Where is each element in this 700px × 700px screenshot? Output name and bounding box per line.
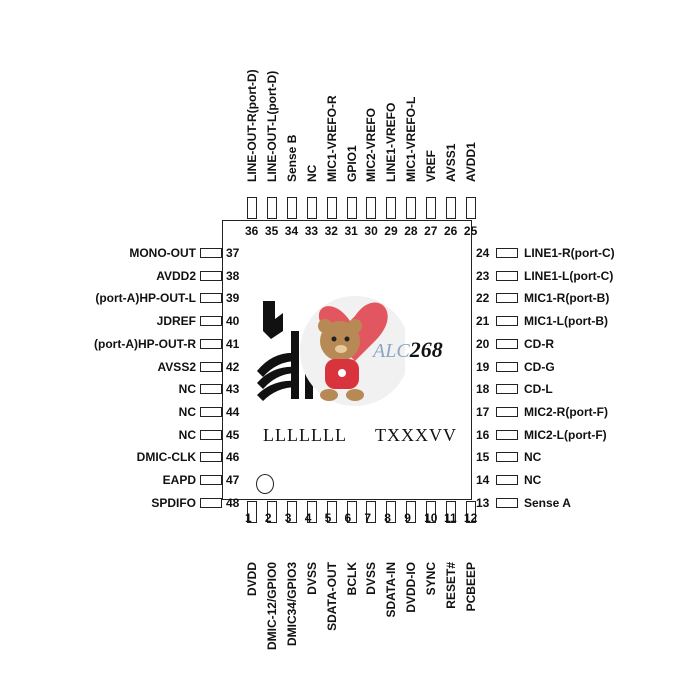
pin-label-14: NC xyxy=(524,473,542,487)
pin-label-11: RESET# xyxy=(444,562,458,609)
part-prefix: ALC xyxy=(373,340,410,362)
pin-14 xyxy=(496,475,518,485)
pin-label-25: AVDD1 xyxy=(463,142,478,182)
pin-17 xyxy=(496,407,518,417)
pin-label-23: LINE1-L(port-C) xyxy=(524,268,614,283)
pin-label-8: SDATA-IN xyxy=(384,562,399,618)
pin-number-17: 17 xyxy=(476,404,490,419)
pin-label-48: SPDIFO xyxy=(151,495,196,510)
pin-number-21: 21 xyxy=(476,314,490,329)
pin-18 xyxy=(496,384,518,394)
pin-45 xyxy=(200,430,222,440)
pin-label-6: BCLK xyxy=(344,562,359,596)
part-number xyxy=(373,337,443,363)
part-suffix: 268 xyxy=(409,337,443,362)
pin-label-32: MIC1-VREFO-R xyxy=(324,95,339,182)
pin-number-2: 2 xyxy=(264,511,272,525)
pin-number-22: 22 xyxy=(476,291,490,306)
pin-label-3: DMIC34/GPIO3 xyxy=(284,562,299,647)
pin-label-15: NC xyxy=(524,450,542,465)
pin-number-12: 12 xyxy=(463,511,478,525)
pin-number-15: 15 xyxy=(476,450,490,465)
pin-46 xyxy=(200,452,222,462)
pin-28 xyxy=(406,197,416,219)
chip-body xyxy=(222,220,472,500)
pin-label-28: MIC1-VREFO-L xyxy=(404,96,419,182)
pin-number-10: 10 xyxy=(424,511,438,525)
pin-label-12: PCBEEP xyxy=(463,562,478,612)
pin-label-43: NC xyxy=(178,382,196,397)
pin-label-20: CD-R xyxy=(524,336,554,351)
pin-label-13: Sense A xyxy=(524,495,571,510)
pin-23 xyxy=(496,271,518,281)
pin-number-30: 30 xyxy=(364,224,378,238)
pin-15 xyxy=(496,452,518,462)
pin-number-23: 23 xyxy=(476,268,490,283)
pin-34 xyxy=(287,197,297,219)
pin-number-40: 40 xyxy=(226,314,240,329)
pin-38 xyxy=(200,271,222,281)
pin-number-34: 34 xyxy=(284,224,299,238)
pin-label-37: MONO-OUT xyxy=(129,246,196,260)
pin-label-17: MIC2-R(port-F) xyxy=(524,404,608,419)
pin1-indicator xyxy=(256,474,274,494)
pin-number-41: 41 xyxy=(226,336,240,351)
pin-number-37: 37 xyxy=(226,246,240,260)
pin-number-39: 39 xyxy=(226,291,240,306)
pin-26 xyxy=(446,197,456,219)
pin-number-42: 42 xyxy=(226,359,240,374)
pin-label-7: DVSS xyxy=(364,562,379,595)
pin-19 xyxy=(496,362,518,372)
pin-number-14: 14 xyxy=(476,473,490,487)
pin-number-6: 6 xyxy=(344,511,352,525)
pin-number-38: 38 xyxy=(226,268,240,283)
pin-number-45: 45 xyxy=(226,427,240,442)
pin-label-2: DMIC-12/GPIO0 xyxy=(264,562,279,651)
pin-label-22: MIC1-R(port-B) xyxy=(524,291,610,306)
pin-label-30: MIC2-VREFO xyxy=(364,107,379,182)
pin-number-5: 5 xyxy=(324,511,332,525)
pin-label-40: JDREF xyxy=(156,314,196,329)
pin-label-35: LINE-OUT-L(port-D) xyxy=(264,70,279,182)
pin-number-28: 28 xyxy=(404,224,418,238)
pin-number-20: 20 xyxy=(476,336,490,351)
pin-39 xyxy=(200,293,222,303)
pin-label-19: CD-G xyxy=(524,359,555,374)
pin-20 xyxy=(496,339,518,349)
pin-44 xyxy=(200,407,222,417)
pin-label-10: SYNC xyxy=(424,562,439,596)
pin-number-44: 44 xyxy=(226,404,240,419)
pin-number-35: 35 xyxy=(264,224,279,238)
pin-number-46: 46 xyxy=(226,450,240,465)
pin-label-39: (port-A)HP-OUT-L xyxy=(95,291,196,306)
pin-30 xyxy=(366,197,376,219)
pin-29 xyxy=(386,197,396,219)
pin-label-45: NC xyxy=(178,427,196,442)
pin-32 xyxy=(327,197,337,219)
pin-48 xyxy=(200,498,222,508)
pin-35 xyxy=(267,197,277,219)
pin-number-19: 19 xyxy=(476,359,490,374)
pin-16 xyxy=(496,430,518,440)
pin-label-34: Sense B xyxy=(284,134,299,182)
pin-label-36: LINE-OUT-R(port-D) xyxy=(245,69,259,182)
pin-number-16: 16 xyxy=(476,427,490,442)
pin-label-21: MIC1-L(port-B) xyxy=(524,314,608,329)
pin-number-36: 36 xyxy=(245,224,259,238)
pin-number-3: 3 xyxy=(284,511,292,525)
pin-label-38: AVDD2 xyxy=(156,268,196,283)
pin-24 xyxy=(496,248,518,258)
pin-label-24: LINE1-R(port-C) xyxy=(524,246,615,260)
pin-36 xyxy=(247,197,257,219)
pin-number-31: 31 xyxy=(344,224,358,238)
pin-number-18: 18 xyxy=(476,382,490,397)
pin-25 xyxy=(466,197,476,219)
pin-number-13: 13 xyxy=(476,495,490,510)
pin-number-47: 47 xyxy=(226,473,240,487)
pin-label-41: (port-A)HP-OUT-R xyxy=(94,336,196,351)
pin-number-9: 9 xyxy=(404,511,411,525)
pin-label-44: NC xyxy=(178,404,196,419)
pin-number-29: 29 xyxy=(384,224,398,238)
marking-left: LLLLLLL xyxy=(263,425,347,445)
pin-number-27: 27 xyxy=(424,224,438,238)
pin-number-11: 11 xyxy=(444,511,457,525)
pin-number-4: 4 xyxy=(304,511,312,525)
pin-37 xyxy=(200,248,222,258)
pin-label-42: AVSS2 xyxy=(157,359,196,374)
pin-number-43: 43 xyxy=(226,382,240,397)
pin-47 xyxy=(200,475,222,485)
pin-number-33: 33 xyxy=(304,224,319,238)
pin-33 xyxy=(307,197,317,219)
pin-number-26: 26 xyxy=(444,224,458,238)
pin-number-8: 8 xyxy=(384,511,391,525)
pin-label-1: DVDD xyxy=(245,562,259,597)
pin-label-5: SDATA-OUT xyxy=(324,562,339,631)
pin-43 xyxy=(200,384,222,394)
pin-41 xyxy=(200,339,222,349)
pin-label-47: EAPD xyxy=(162,473,196,487)
pin-label-31: GPIO1 xyxy=(344,145,359,182)
pin-label-27: VREF xyxy=(424,149,439,182)
pin-number-32: 32 xyxy=(324,224,338,238)
pin-label-29: LINE1-VREFO xyxy=(384,102,399,182)
pin-label-16: MIC2-L(port-F) xyxy=(524,427,607,442)
pin-31 xyxy=(347,197,357,219)
pin-label-4: DVSS xyxy=(304,562,319,595)
marking-right: TXXXVV xyxy=(375,425,457,445)
pin-label-46: DMIC-CLK xyxy=(136,450,196,465)
pin-label-18: CD-L xyxy=(524,382,553,397)
pin-22 xyxy=(496,293,518,303)
pin-27 xyxy=(426,197,436,219)
pin-label-9: DVDD-IO xyxy=(404,562,419,613)
pin-label-26: AVSS1 xyxy=(444,143,458,182)
pin-13 xyxy=(496,498,518,508)
pin-number-48: 48 xyxy=(226,495,240,510)
pin-number-24: 24 xyxy=(476,246,490,260)
pin-number-1: 1 xyxy=(245,511,252,525)
pin-number-7: 7 xyxy=(364,511,372,525)
pin-42 xyxy=(200,362,222,372)
pin-number-25: 25 xyxy=(463,224,478,238)
pin-label-33: NC xyxy=(304,164,319,182)
pin-21 xyxy=(496,316,518,326)
pin-40 xyxy=(200,316,222,326)
